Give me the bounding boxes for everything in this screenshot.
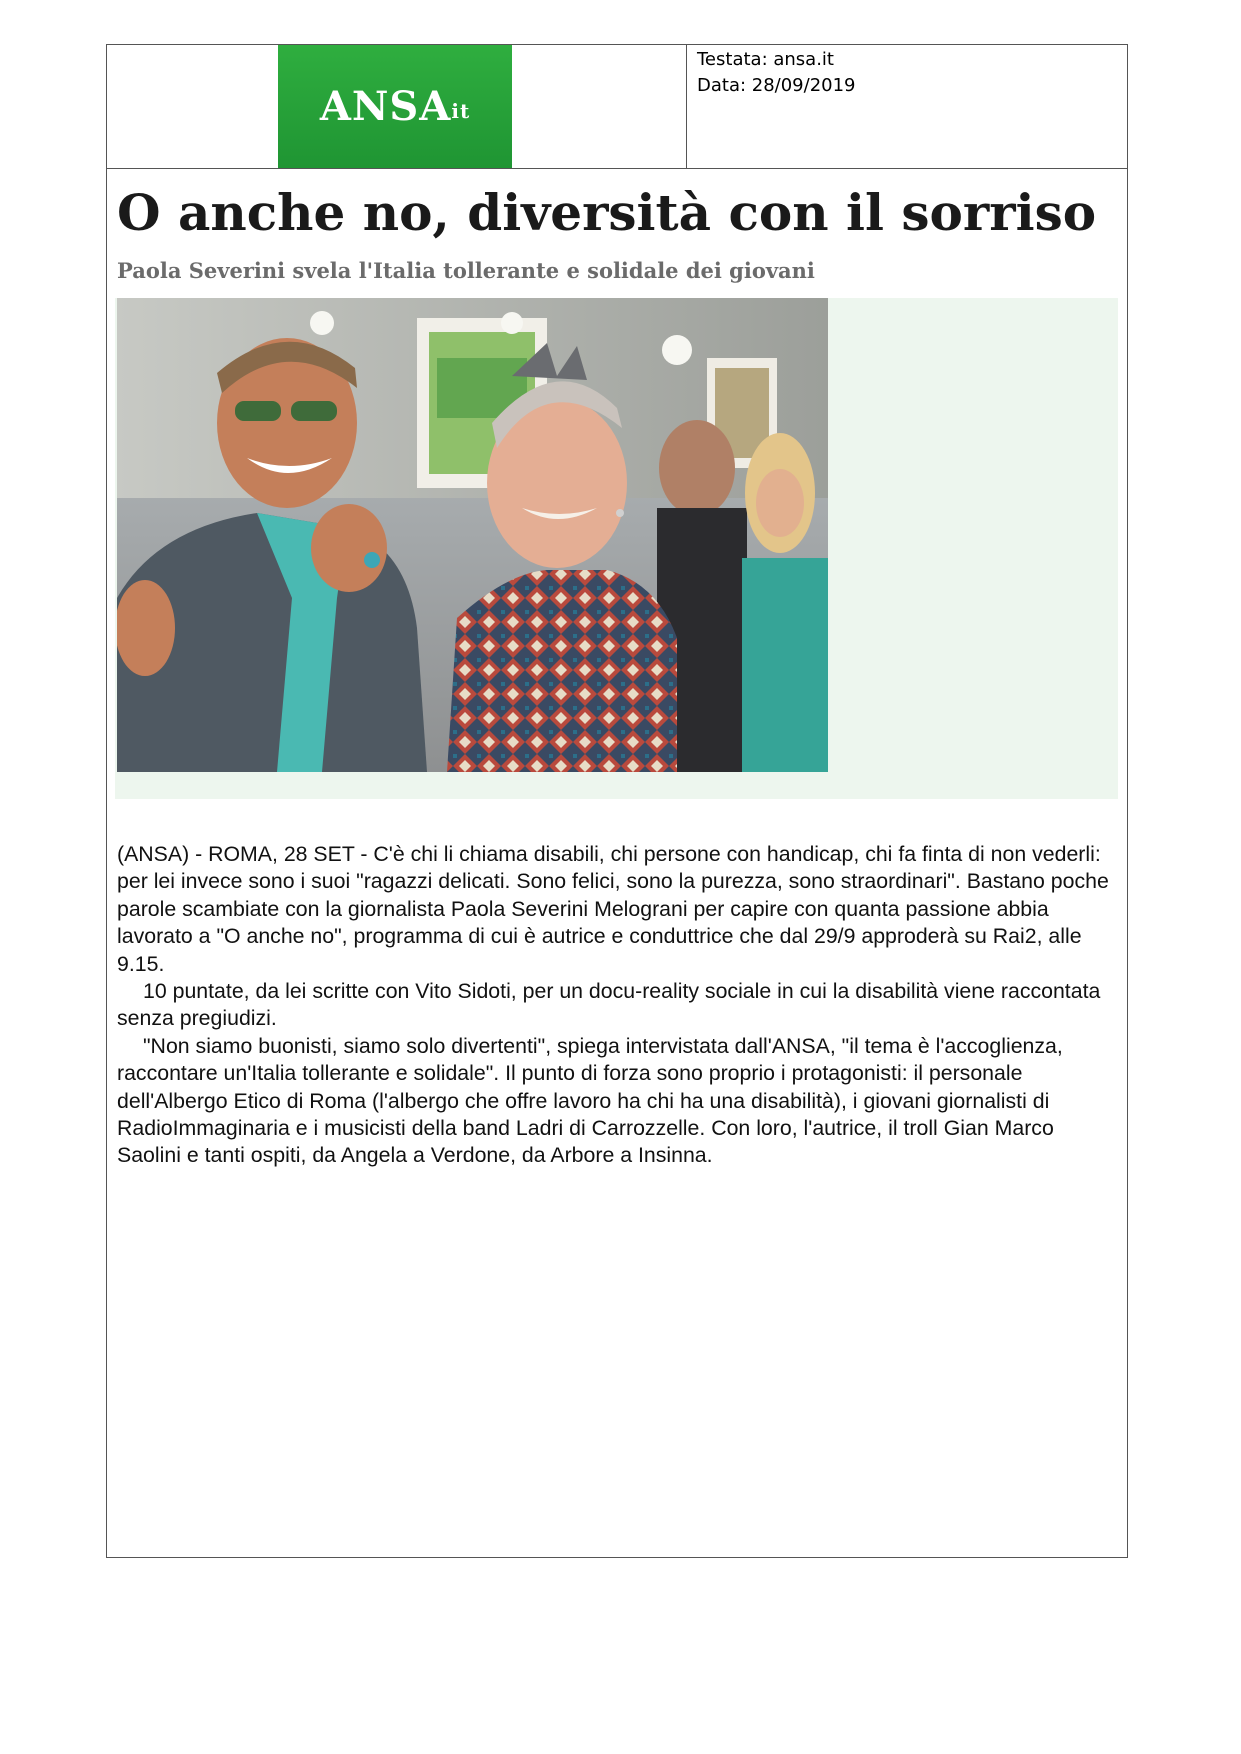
article-body (117, 841, 1117, 1170)
article-subtitle: Paola Severini svela l'Italia tollerante e solidale dei giovani (117, 258, 815, 283)
date-label: Data: 28/09/2019 (697, 75, 856, 96)
article-title: O anche no, diversità con il sorriso (117, 183, 1097, 242)
article-photo (117, 298, 828, 772)
clipping-sheet (106, 44, 1128, 1558)
body-paragraph: "Non siamo buonisti, siamo solo divertenti", spiega intervistata dall'ANSA, "il tema è l'accoglienza, raccontare un'Italia tollerante e solidale". Il punto di forza sono proprio i protagonisti: il personale dell'Albergo Etico di Roma (l'albergo che offre lavoro ha chi ha una disabilità), i giovani giornalisti di RadioImmaginaria e i musicisti della band Ladri di Carrozzelle. Con loro, l'autrice, il troll Gian Marco Saolini e tanti ospiti, da Angela a Verdone, da Arbore a Insinna. (117, 1033, 1063, 1168)
ansa-logo (278, 45, 512, 168)
photo-panel (115, 298, 1118, 799)
logo-suffix: it (451, 99, 471, 123)
testata-label: Testata: ansa.it (697, 49, 834, 70)
logo-text: ANSAit (319, 83, 471, 130)
clipping-header (107, 45, 1127, 169)
body-paragraph: 10 puntate, da lei scritte con Vito Sidoti, per un docu-reality sociale in cui la disabilità viene raccontata senza pregiudizi. (117, 979, 1101, 1031)
metadata-box (686, 45, 1127, 168)
body-paragraph: (ANSA) - ROMA, 28 SET - C'è chi li chiama disabili, chi persone con handicap, chi fa finta di non vederli: per lei invece sono i suoi "ragazzi delicati. Sono felici, sono la purezza, sono straordinari". Bastano poche parole scambiate con la giornalista Paola Severini Melograni per capire con quanta passione abbia lavorato a "O anche no", programma di cui è autrice e conduttrice che dal 29/9 approderà su Rai2, alle 9.15. (117, 842, 1109, 976)
